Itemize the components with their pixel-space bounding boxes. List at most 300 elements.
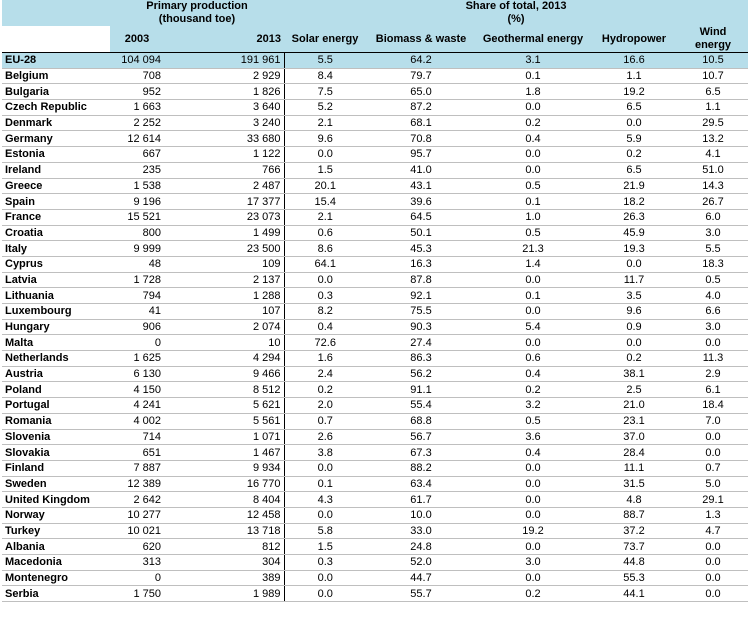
production-2003-cell: 4 150	[110, 382, 164, 398]
col-header-2003: 2003	[110, 26, 164, 53]
production-2003-cell: 48	[110, 256, 164, 272]
hydropower-share-cell: 28.4	[590, 445, 678, 461]
table-row	[2, 351, 748, 367]
table-row	[2, 413, 748, 429]
biomass-share-cell: 52.0	[366, 555, 476, 571]
wind-share-cell: 0.0	[678, 539, 748, 555]
biomass-share-cell: 55.4	[366, 398, 476, 414]
production-2013-cell: 8 404	[164, 492, 284, 508]
table-row	[2, 147, 748, 163]
hydropower-share-cell: 16.6	[590, 53, 678, 69]
production-2013-cell: 8 512	[164, 382, 284, 398]
hydropower-share-cell: 19.3	[590, 241, 678, 257]
country-name-cell: Turkey	[2, 523, 110, 539]
country-name-cell: Belgium	[2, 68, 110, 84]
production-2013-cell: 12 458	[164, 507, 284, 523]
hydropower-share-cell: 0.2	[590, 351, 678, 367]
production-2013-cell: 33 680	[164, 131, 284, 147]
wind-share-cell: 29.1	[678, 492, 748, 508]
production-2003-cell: 313	[110, 555, 164, 571]
production-2013-cell: 1 071	[164, 429, 284, 445]
solar-share-cell: 0.0	[284, 570, 366, 586]
geothermal-share-cell: 0.0	[476, 100, 590, 116]
production-2003-cell: 2 642	[110, 492, 164, 508]
solar-share-cell: 2.6	[284, 429, 366, 445]
solar-share-cell: 2.0	[284, 398, 366, 414]
corner-cell-2	[2, 13, 110, 26]
geothermal-share-cell: 0.6	[476, 351, 590, 367]
hydropower-share-cell: 0.0	[590, 335, 678, 351]
biomass-share-cell: 65.0	[366, 84, 476, 100]
production-2003-cell: 800	[110, 225, 164, 241]
production-2013-cell: 2 487	[164, 178, 284, 194]
country-name-cell: Austria	[2, 366, 110, 382]
production-2013-cell: 17 377	[164, 194, 284, 210]
production-2013-cell: 109	[164, 256, 284, 272]
country-name-cell: Croatia	[2, 225, 110, 241]
hydropower-share-cell: 37.2	[590, 523, 678, 539]
table-row	[2, 507, 748, 523]
solar-share-cell: 0.4	[284, 319, 366, 335]
production-2013-cell: 2 137	[164, 272, 284, 288]
table-row	[2, 131, 748, 147]
solar-share-cell: 0.0	[284, 460, 366, 476]
country-name-cell: Czech Republic	[2, 100, 110, 116]
country-name-cell: Romania	[2, 413, 110, 429]
production-2013-cell: 16 770	[164, 476, 284, 492]
geothermal-share-cell: 1.8	[476, 84, 590, 100]
biomass-share-cell: 88.2	[366, 460, 476, 476]
production-2013-cell: 191 961	[164, 53, 284, 69]
biomass-share-cell: 10.0	[366, 507, 476, 523]
hydropower-share-cell: 0.9	[590, 319, 678, 335]
production-2013-cell: 3 240	[164, 115, 284, 131]
header-primary-production: Primary production	[110, 0, 284, 13]
production-2013-cell: 1 288	[164, 288, 284, 304]
table-row	[2, 84, 748, 100]
geothermal-share-cell: 0.0	[476, 539, 590, 555]
col-header-2013: 2013	[164, 26, 284, 53]
header-share-unit: (%)	[284, 13, 748, 26]
country-name-cell: Malta	[2, 335, 110, 351]
geothermal-share-cell: 0.0	[476, 570, 590, 586]
table-row	[2, 398, 748, 414]
production-2013-cell: 23 073	[164, 209, 284, 225]
production-2003-cell: 4 002	[110, 413, 164, 429]
production-2013-cell: 2 929	[164, 68, 284, 84]
geothermal-share-cell: 3.6	[476, 429, 590, 445]
geothermal-share-cell: 0.0	[476, 272, 590, 288]
production-2013-cell: 1 499	[164, 225, 284, 241]
table-row	[2, 225, 748, 241]
solar-share-cell: 0.1	[284, 476, 366, 492]
solar-share-cell: 5.5	[284, 53, 366, 69]
country-name-cell: Slovakia	[2, 445, 110, 461]
wind-share-cell: 1.1	[678, 100, 748, 116]
table-row	[2, 162, 748, 178]
production-2003-cell: 714	[110, 429, 164, 445]
country-name-cell: Serbia	[2, 586, 110, 602]
biomass-share-cell: 75.5	[366, 304, 476, 320]
col-header-wind: Wind energy	[678, 26, 748, 53]
table-row	[2, 586, 748, 602]
hydropower-share-cell: 6.5	[590, 100, 678, 116]
country-name-cell: Hungary	[2, 319, 110, 335]
biomass-share-cell: 92.1	[366, 288, 476, 304]
production-2003-cell: 6 130	[110, 366, 164, 382]
hydropower-share-cell: 73.7	[590, 539, 678, 555]
wind-share-cell: 4.1	[678, 147, 748, 163]
solar-share-cell: 0.0	[284, 272, 366, 288]
production-2013-cell: 766	[164, 162, 284, 178]
country-name-cell: France	[2, 209, 110, 225]
solar-share-cell: 8.6	[284, 241, 366, 257]
corner-cell-3	[2, 26, 110, 53]
table-row	[2, 178, 748, 194]
wind-share-cell: 4.0	[678, 288, 748, 304]
biomass-share-cell: 43.1	[366, 178, 476, 194]
country-name-cell: EU-28	[2, 53, 110, 69]
table-row	[2, 53, 748, 69]
geothermal-share-cell: 0.0	[476, 476, 590, 492]
geothermal-share-cell: 0.0	[476, 304, 590, 320]
wind-share-cell: 29.5	[678, 115, 748, 131]
wind-share-cell: 0.0	[678, 429, 748, 445]
table-row	[2, 319, 748, 335]
wind-share-cell: 0.0	[678, 445, 748, 461]
production-2013-cell: 389	[164, 570, 284, 586]
solar-share-cell: 9.6	[284, 131, 366, 147]
production-2013-cell: 3 640	[164, 100, 284, 116]
solar-share-cell: 64.1	[284, 256, 366, 272]
production-2003-cell: 1 750	[110, 586, 164, 602]
wind-share-cell: 10.7	[678, 68, 748, 84]
geothermal-share-cell: 21.3	[476, 241, 590, 257]
solar-share-cell: 5.8	[284, 523, 366, 539]
geothermal-share-cell: 5.4	[476, 319, 590, 335]
production-2003-cell: 1 728	[110, 272, 164, 288]
biomass-share-cell: 86.3	[366, 351, 476, 367]
solar-share-cell: 15.4	[284, 194, 366, 210]
geothermal-share-cell: 0.0	[476, 492, 590, 508]
biomass-share-cell: 68.1	[366, 115, 476, 131]
solar-share-cell: 0.6	[284, 225, 366, 241]
geothermal-share-cell: 0.4	[476, 131, 590, 147]
solar-share-cell: 20.1	[284, 178, 366, 194]
production-2003-cell: 7 887	[110, 460, 164, 476]
table-row	[2, 555, 748, 571]
solar-share-cell: 0.0	[284, 147, 366, 163]
production-2003-cell: 10 021	[110, 523, 164, 539]
table-row	[2, 304, 748, 320]
hydropower-share-cell: 2.5	[590, 382, 678, 398]
table-row	[2, 523, 748, 539]
production-2003-cell: 620	[110, 539, 164, 555]
hydropower-share-cell: 37.0	[590, 429, 678, 445]
wind-share-cell: 0.0	[678, 586, 748, 602]
hydropower-share-cell: 21.9	[590, 178, 678, 194]
production-2003-cell: 1 538	[110, 178, 164, 194]
wind-share-cell: 5.5	[678, 241, 748, 257]
hydropower-share-cell: 0.0	[590, 256, 678, 272]
solar-share-cell: 2.1	[284, 115, 366, 131]
production-2003-cell: 9 196	[110, 194, 164, 210]
wind-share-cell: 18.4	[678, 398, 748, 414]
biomass-share-cell: 45.3	[366, 241, 476, 257]
biomass-share-cell: 41.0	[366, 162, 476, 178]
hydropower-share-cell: 6.5	[590, 162, 678, 178]
header-production-unit: (thousand toe)	[110, 13, 284, 26]
geothermal-share-cell: 0.1	[476, 68, 590, 84]
country-name-cell: Slovenia	[2, 429, 110, 445]
biomass-share-cell: 90.3	[366, 319, 476, 335]
country-name-cell: Estonia	[2, 147, 110, 163]
production-2003-cell: 2 252	[110, 115, 164, 131]
biomass-share-cell: 55.7	[366, 586, 476, 602]
production-2003-cell: 41	[110, 304, 164, 320]
biomass-share-cell: 56.2	[366, 366, 476, 382]
geothermal-share-cell: 0.0	[476, 335, 590, 351]
geothermal-share-cell: 0.0	[476, 147, 590, 163]
country-name-cell: Cyprus	[2, 256, 110, 272]
wind-share-cell: 5.0	[678, 476, 748, 492]
wind-share-cell: 13.2	[678, 131, 748, 147]
production-2013-cell: 5 621	[164, 398, 284, 414]
production-2003-cell: 4 241	[110, 398, 164, 414]
table-row	[2, 272, 748, 288]
production-2013-cell: 1 989	[164, 586, 284, 602]
hydropower-share-cell: 0.0	[590, 115, 678, 131]
production-2003-cell: 12 614	[110, 131, 164, 147]
solar-share-cell: 0.2	[284, 382, 366, 398]
col-header-solar: Solar energy	[284, 26, 366, 53]
geothermal-share-cell: 1.0	[476, 209, 590, 225]
geothermal-share-cell: 0.0	[476, 460, 590, 476]
production-2013-cell: 1 826	[164, 84, 284, 100]
solar-share-cell: 1.6	[284, 351, 366, 367]
country-name-cell: Poland	[2, 382, 110, 398]
table-row	[2, 445, 748, 461]
wind-share-cell: 3.0	[678, 225, 748, 241]
hydropower-share-cell: 38.1	[590, 366, 678, 382]
solar-share-cell: 7.5	[284, 84, 366, 100]
table-row	[2, 241, 748, 257]
country-name-cell: Netherlands	[2, 351, 110, 367]
country-name-cell: Italy	[2, 241, 110, 257]
production-2003-cell: 9 999	[110, 241, 164, 257]
country-name-cell: Latvia	[2, 272, 110, 288]
wind-share-cell: 0.0	[678, 335, 748, 351]
table-row	[2, 100, 748, 116]
country-name-cell: Luxembourg	[2, 304, 110, 320]
production-2013-cell: 2 074	[164, 319, 284, 335]
country-name-cell: Portugal	[2, 398, 110, 414]
hydropower-share-cell: 88.7	[590, 507, 678, 523]
hydropower-share-cell: 1.1	[590, 68, 678, 84]
header-share-of-total: Share of total, 2013	[284, 0, 748, 13]
production-2013-cell: 10	[164, 335, 284, 351]
country-name-cell: United Kingdom	[2, 492, 110, 508]
production-2003-cell: 15 521	[110, 209, 164, 225]
solar-share-cell: 3.8	[284, 445, 366, 461]
table-row	[2, 460, 748, 476]
wind-share-cell: 10.5	[678, 53, 748, 69]
solar-share-cell: 8.2	[284, 304, 366, 320]
hydropower-share-cell: 23.1	[590, 413, 678, 429]
production-2003-cell: 667	[110, 147, 164, 163]
biomass-share-cell: 56.7	[366, 429, 476, 445]
biomass-share-cell: 24.8	[366, 539, 476, 555]
table-row	[2, 429, 748, 445]
table-header	[2, 0, 748, 53]
solar-share-cell: 2.4	[284, 366, 366, 382]
geothermal-share-cell: 3.0	[476, 555, 590, 571]
geothermal-share-cell: 0.5	[476, 225, 590, 241]
wind-share-cell: 3.0	[678, 319, 748, 335]
geothermal-share-cell: 3.1	[476, 53, 590, 69]
hydropower-share-cell: 55.3	[590, 570, 678, 586]
geothermal-share-cell: 0.0	[476, 507, 590, 523]
production-2013-cell: 5 561	[164, 413, 284, 429]
table-row	[2, 68, 748, 84]
wind-share-cell: 18.3	[678, 256, 748, 272]
biomass-share-cell: 68.8	[366, 413, 476, 429]
geothermal-share-cell: 0.4	[476, 445, 590, 461]
production-2013-cell: 812	[164, 539, 284, 555]
wind-share-cell: 0.7	[678, 460, 748, 476]
table-row	[2, 209, 748, 225]
hydropower-share-cell: 4.8	[590, 492, 678, 508]
production-2003-cell: 952	[110, 84, 164, 100]
col-header-biomass: Biomass & waste	[366, 26, 476, 53]
table-row	[2, 335, 748, 351]
biomass-share-cell: 64.2	[366, 53, 476, 69]
geothermal-share-cell: 19.2	[476, 523, 590, 539]
hydropower-share-cell: 3.5	[590, 288, 678, 304]
country-name-cell: Spain	[2, 194, 110, 210]
production-2013-cell: 9 934	[164, 460, 284, 476]
col-header-geothermal: Geothermal energy	[476, 26, 590, 53]
production-2013-cell: 107	[164, 304, 284, 320]
solar-share-cell: 5.2	[284, 100, 366, 116]
geothermal-share-cell: 0.1	[476, 288, 590, 304]
biomass-share-cell: 16.3	[366, 256, 476, 272]
hydropower-share-cell: 18.2	[590, 194, 678, 210]
biomass-share-cell: 87.8	[366, 272, 476, 288]
table-body	[2, 53, 748, 602]
geothermal-share-cell: 0.4	[476, 366, 590, 382]
geothermal-share-cell: 0.2	[476, 382, 590, 398]
country-name-cell: Sweden	[2, 476, 110, 492]
hydropower-share-cell: 11.1	[590, 460, 678, 476]
wind-share-cell: 6.1	[678, 382, 748, 398]
wind-share-cell: 7.0	[678, 413, 748, 429]
wind-share-cell: 1.3	[678, 507, 748, 523]
hydropower-share-cell: 44.1	[590, 586, 678, 602]
table-row	[2, 194, 748, 210]
solar-share-cell: 1.5	[284, 539, 366, 555]
solar-share-cell: 1.5	[284, 162, 366, 178]
production-2003-cell: 1 663	[110, 100, 164, 116]
production-2003-cell: 10 277	[110, 507, 164, 523]
biomass-share-cell: 64.5	[366, 209, 476, 225]
hydropower-share-cell: 26.3	[590, 209, 678, 225]
biomass-share-cell: 95.7	[366, 147, 476, 163]
solar-share-cell: 0.0	[284, 586, 366, 602]
hydropower-share-cell: 19.2	[590, 84, 678, 100]
production-2003-cell: 0	[110, 335, 164, 351]
hydropower-share-cell: 5.9	[590, 131, 678, 147]
solar-share-cell: 0.7	[284, 413, 366, 429]
wind-share-cell: 26.7	[678, 194, 748, 210]
wind-share-cell: 4.7	[678, 523, 748, 539]
hydropower-share-cell: 0.2	[590, 147, 678, 163]
energy-table	[2, 0, 748, 602]
solar-share-cell: 4.3	[284, 492, 366, 508]
hydropower-share-cell: 9.6	[590, 304, 678, 320]
production-2013-cell: 9 466	[164, 366, 284, 382]
production-2013-cell: 1 122	[164, 147, 284, 163]
biomass-share-cell: 50.1	[366, 225, 476, 241]
production-2013-cell: 4 294	[164, 351, 284, 367]
production-2003-cell: 651	[110, 445, 164, 461]
production-2003-cell: 104 094	[110, 53, 164, 69]
table-row	[2, 476, 748, 492]
solar-share-cell: 0.3	[284, 555, 366, 571]
country-name-cell: Albania	[2, 539, 110, 555]
country-name-cell: Denmark	[2, 115, 110, 131]
wind-share-cell: 0.0	[678, 555, 748, 571]
hydropower-share-cell: 31.5	[590, 476, 678, 492]
wind-share-cell: 6.5	[678, 84, 748, 100]
biomass-share-cell: 61.7	[366, 492, 476, 508]
biomass-share-cell: 87.2	[366, 100, 476, 116]
biomass-share-cell: 33.0	[366, 523, 476, 539]
solar-share-cell: 72.6	[284, 335, 366, 351]
table-row	[2, 492, 748, 508]
production-2003-cell: 235	[110, 162, 164, 178]
wind-share-cell: 51.0	[678, 162, 748, 178]
col-header-hydropower: Hydropower	[590, 26, 678, 53]
production-2013-cell: 23 500	[164, 241, 284, 257]
geothermal-share-cell: 3.2	[476, 398, 590, 414]
biomass-share-cell: 91.1	[366, 382, 476, 398]
table-row	[2, 115, 748, 131]
production-2003-cell: 906	[110, 319, 164, 335]
wind-share-cell: 0.0	[678, 570, 748, 586]
wind-share-cell: 2.9	[678, 366, 748, 382]
hydropower-share-cell: 11.7	[590, 272, 678, 288]
wind-share-cell: 6.0	[678, 209, 748, 225]
country-name-cell: Macedonia	[2, 555, 110, 571]
table-row	[2, 256, 748, 272]
solar-share-cell: 0.0	[284, 507, 366, 523]
geothermal-share-cell: 0.0	[476, 162, 590, 178]
table-row	[2, 366, 748, 382]
wind-share-cell: 0.5	[678, 272, 748, 288]
table-row	[2, 382, 748, 398]
table-row	[2, 539, 748, 555]
country-name-cell: Ireland	[2, 162, 110, 178]
geothermal-share-cell: 1.4	[476, 256, 590, 272]
wind-share-cell: 6.6	[678, 304, 748, 320]
corner-cell	[2, 0, 110, 13]
biomass-share-cell: 63.4	[366, 476, 476, 492]
production-2003-cell: 794	[110, 288, 164, 304]
hydropower-share-cell: 45.9	[590, 225, 678, 241]
production-2013-cell: 304	[164, 555, 284, 571]
biomass-share-cell: 79.7	[366, 68, 476, 84]
